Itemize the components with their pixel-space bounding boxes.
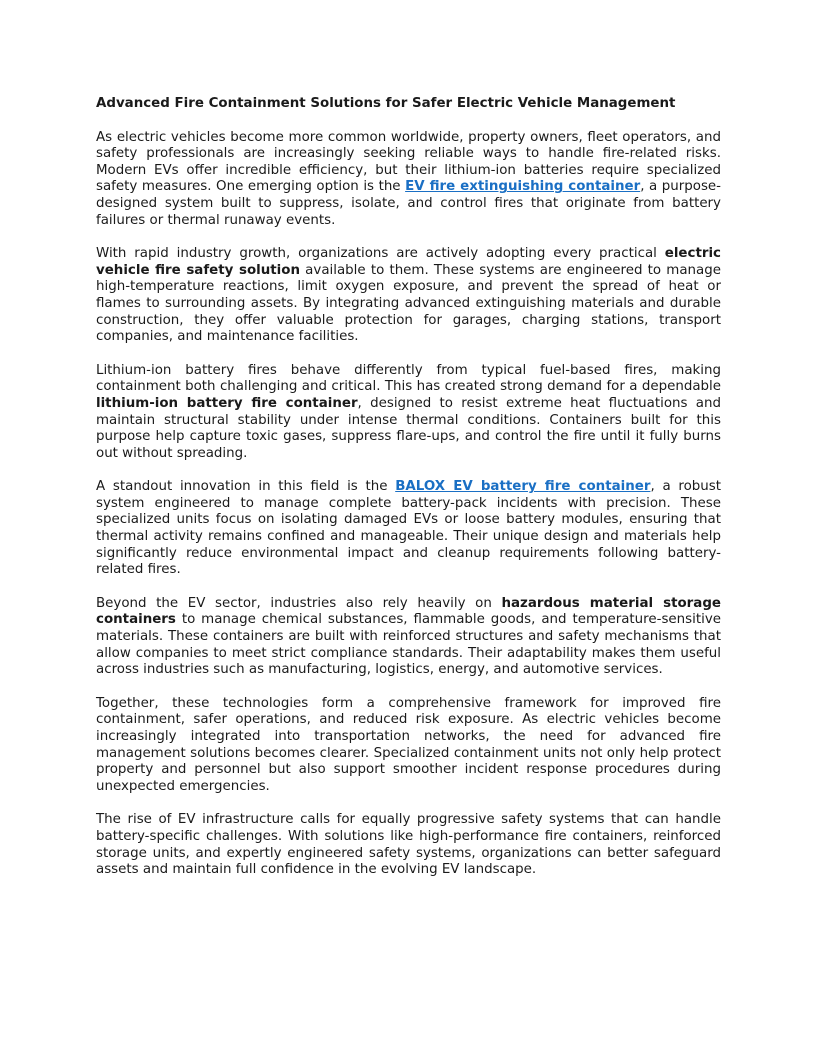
paragraph-4-text-start: A standout innovation in this field is the <box>96 479 396 495</box>
paragraph-2 <box>96 246 721 346</box>
document-title: Advanced Fire Containment Solutions for Safer Electric Vehicle Management <box>96 96 676 111</box>
paragraph-7: The rise of EV infrastructure calls for equally progressive safety systems that can handle battery-specific challenges. With solutions like high-performance fire containers, reinforced storage units, and expertly engineered safety systems, organizations can better safeguard assets and maintain full confidence in the evolving EV landscape. <box>96 812 721 878</box>
paragraph-4-text-end: , a robust system engineered to manage complete battery-pack incidents with precision. These specialized units focus on isolating damaged EVs or loose battery modules, ensuring that thermal activity remains confined and manageable. Their unique design and materials help significantly reduce environmental impact and cleanup requirements following battery-related fires. <box>96 479 722 578</box>
paragraph-3-text-start: Lithium-ion battery fires behave differently from typical fuel-based fires, making containment both challenging and critical. This has created strong demand for a dependable <box>96 362 721 395</box>
paragraph-3-bold-term: lithium-ion battery fire container <box>96 395 358 411</box>
ev-fire-extinguishing-container-link[interactable]: EV fire extinguishing container <box>405 179 641 195</box>
paragraph-5-text-end: to manage chemical substances, flammable goods, and temperature-sensitive materials. These containers are built with reinforced structures and safety mechanisms that allow companies to meet strict compliance standards. Their adaptability makes them useful across industries such as manufacturing, logistics, energy, and automotive services. <box>96 612 721 678</box>
paragraph-5-bold-term: hazardous material storage containers <box>96 595 721 628</box>
paragraph-1 <box>96 130 721 230</box>
document-page <box>96 96 721 896</box>
balox-ev-battery-fire-container-link[interactable]: BALOX EV battery fire container <box>395 479 651 495</box>
paragraph-2-text-end: available to them. These systems are engineered to manage high-temperature reactions, limit oxygen exposure, and prevent the spread of heat or flames to surrounding assets. By integrating advanced extinguishing materials and durable construction, they offer valuable protection for garages, charging stations, transport companies, and maintenance facilities. <box>96 262 721 345</box>
paragraph-4 <box>96 479 721 579</box>
paragraph-3-text-end: , designed to resist extreme heat fluctuations and maintain structural stability under intense thermal conditions. Containers built for this purpose help capture toxic gases, suppress flare-ups, and control the fire until it fully burns out without spreading. <box>96 395 721 461</box>
paragraph-1-text-start: As electric vehicles become more common worldwide, property owners, fleet operators, and safety professionals are increasingly seeking reliable ways to handle fire-related risks. Modern EVs offer incredible efficiency, but their lithium-ion batteries require specialized safety measures. One emerging option is the <box>96 129 721 195</box>
paragraph-6: Together, these technologies form a comprehensive framework for improved fire containment, safer operations, and reduced risk exposure. As electric vehicles become increasingly integrated into transportation networks, the need for advanced fire management solutions becomes clearer. Specialized containment units not only help protect property and personnel but also support smoother incident response procedures during unexpected emergencies. <box>96 695 721 794</box>
paragraph-5-text-start: Beyond the EV sector, industries also rely heavily on <box>96 595 502 611</box>
paragraph-2-bold-term: electric vehicle fire safety solution <box>96 246 721 278</box>
paragraph-1-text-end: , a purpose-designed system built to suppress, isolate, and control fires that originate from battery failures or thermal runaway events. <box>96 179 721 228</box>
paragraph-2-text-start: With rapid industry growth, organizations are actively adopting every practical <box>96 246 665 262</box>
paragraph-5 <box>96 596 721 679</box>
paragraph-3 <box>96 363 721 463</box>
